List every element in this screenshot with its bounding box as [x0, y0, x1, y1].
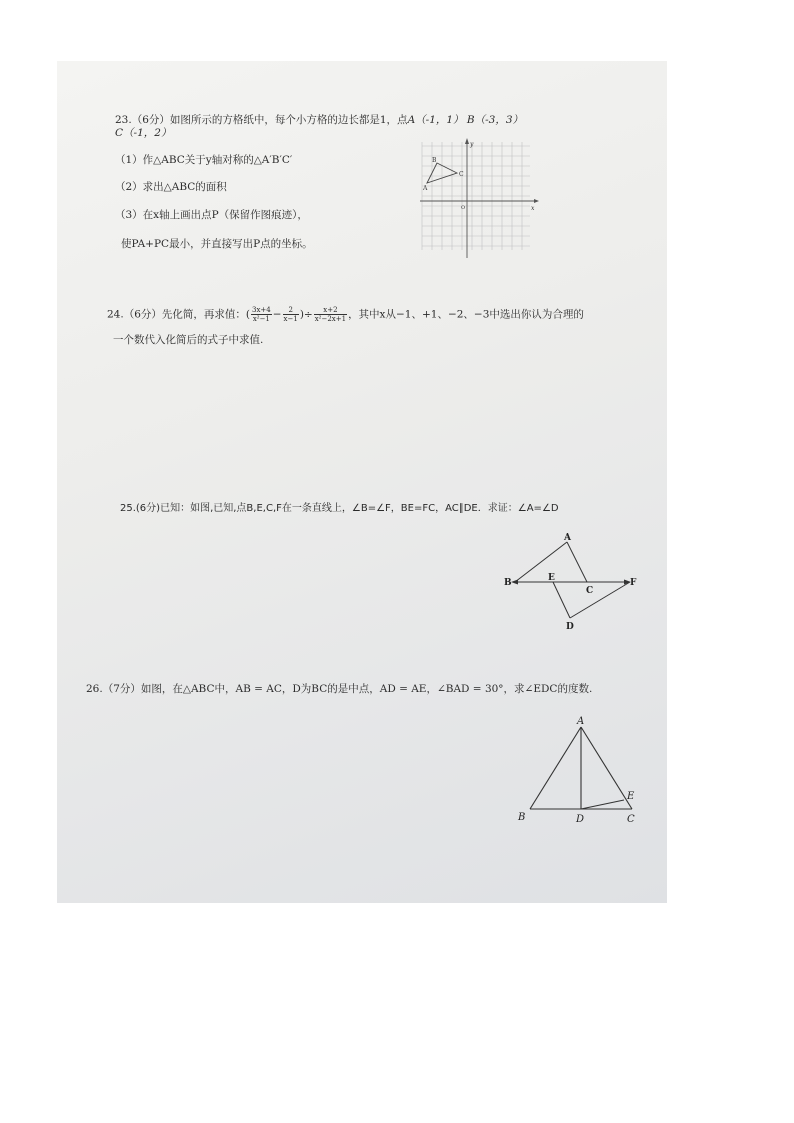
label-a: A: [423, 185, 428, 192]
y-axis-arrow: [465, 138, 469, 144]
label-f: F: [630, 578, 637, 588]
x-axis-arrow: [534, 199, 539, 203]
q23-item-3a: （3）在x轴上画出点P（保留作图痕迹），: [115, 209, 308, 221]
label-c: C: [627, 814, 635, 825]
label-c: C: [459, 171, 464, 178]
q24-line2: 一个数代入化简后的式子中求值.: [113, 334, 264, 346]
q26-text: 26.（7分）如图，在△ABC中，AB = AC，D为BC的是中点，AD = AE，∠BAD = 30°，求∠EDC的度数.: [86, 683, 593, 695]
segment-ac: [581, 727, 632, 809]
label-o: O: [461, 205, 466, 211]
segment-de: [581, 800, 624, 809]
q23-item-2: （2）求出△ABC的面积: [115, 181, 227, 193]
q23-item-3b: 使PA+PC最小，并直接写出P点的坐标。: [121, 238, 313, 250]
segment-ac: [567, 542, 587, 582]
q23-point-c: C（-1，2）: [115, 127, 172, 139]
label-e: E: [627, 791, 635, 802]
segment-df: [570, 582, 630, 618]
q24-frac-1: $\frac{3x+4}{\text{x²−1}}$: [251, 306, 271, 323]
label-e: E: [548, 573, 555, 583]
label-x: x: [531, 205, 535, 212]
segment-ab: [515, 542, 567, 582]
label-b: B: [432, 157, 437, 164]
q24-frac-2: $\frac{2}{x-1}$: [283, 306, 298, 323]
label-y: y: [470, 141, 474, 148]
label-b: B: [504, 578, 512, 588]
q25-figure: [500, 530, 645, 635]
q26-figure: [512, 712, 647, 830]
q23-header: 23.（6分）如图所示的方格纸中，每个小方格的边长都是1，点A（-1，1） B（-3，3）: [115, 114, 524, 126]
q25-text: 25.(6分)已知：如图,已知,点B,E,C,F在一条直线上，∠B=∠F，BE=FC，AC∥DE．求证：∠A=∠D: [120, 503, 559, 514]
q24-frac-3: $\frac{x+2}{\text{x²−2x+1}}$: [314, 306, 347, 323]
grid-lines: [422, 142, 530, 250]
label-a: A: [564, 533, 571, 543]
segment-ab: [530, 727, 581, 809]
label-b: B: [518, 812, 526, 823]
q23-grid-figure: [418, 138, 540, 260]
label-a: A: [577, 716, 585, 727]
label-d: D: [576, 814, 585, 825]
q23-item-1: （1）作△ABC关于y轴对称的△A′B′C′: [115, 154, 293, 166]
label-c: C: [586, 586, 594, 596]
label-d: D: [566, 622, 574, 632]
q24-line1: 24.（6分）先化简，再求值：( $\frac{3x+4}{\text{x²−1}}$ − $\frac{2}{x-1}$ )÷ $\frac{x+2}{\text{x²−2x+1}}$ ，其中x从−1、+1、−2、−3中选出你认为合理的: [107, 306, 584, 323]
segment-ed: [553, 582, 570, 618]
